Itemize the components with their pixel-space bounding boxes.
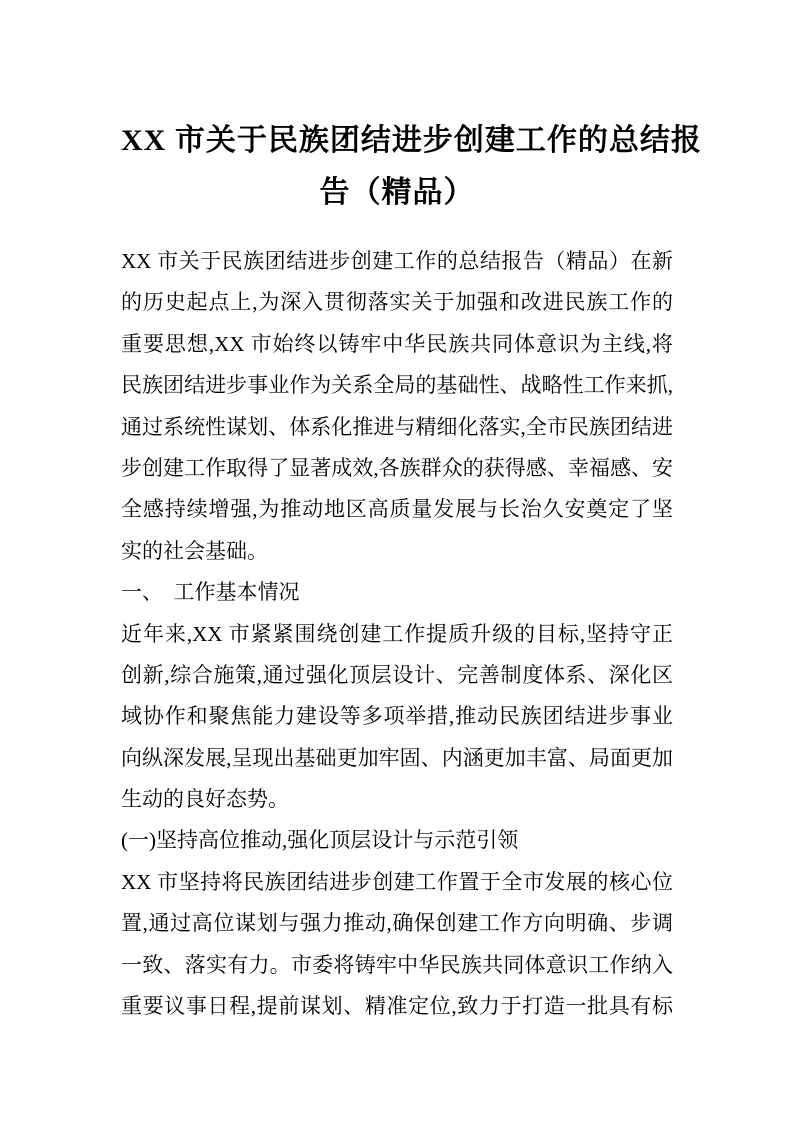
text-line: 向纵深发展,呈现出基础更加牢固、内涵更加丰富、局面更加: [121, 745, 673, 770]
body-paragraph: [121, 862, 673, 1028]
text-line: 域协作和聚焦能力建设等多项举措,推动民族团结进步事业: [121, 704, 673, 729]
document-title: [121, 115, 702, 219]
text-line: 生动的良好态势。: [121, 787, 289, 812]
section-heading: [121, 572, 673, 613]
document-title-line: XX 市关于民族团结进步创建工作的总结报: [121, 124, 702, 157]
text-line: XX 市坚持将民族团结进步创建工作置于全市发展的核心位: [121, 869, 673, 894]
text-line: 近年来,XX 市紧紧围绕创建工作提质升级的目标,坚持守正: [121, 621, 673, 646]
text-line: 一致、落实有力。市委将铸牢中华民族共同体意识工作纳入: [121, 952, 673, 977]
text-line: 的历史起点上,为深入贯彻落实关于加强和改进民族工作的: [121, 290, 673, 315]
body-paragraph: [121, 614, 673, 821]
text-line: (一)坚持高位推动,强化顶层设计与示范引领: [121, 828, 519, 853]
text-line: 步创建工作取得了显著成效,各族群众的获得感、幸福感、安: [121, 455, 673, 480]
text-line: 通过系统性谋划、体系化推进与精细化落实,全市民族团结进: [121, 414, 673, 439]
document-body: [121, 241, 673, 1027]
text-line: 全感持续增强,为推动地区高质量发展与长治久安奠定了坚: [121, 497, 673, 522]
text-line: 民族团结进步事业作为关系全局的基础性、战略性工作来抓,: [121, 373, 673, 398]
document-title-line: 告（精品）: [319, 176, 475, 209]
text-line: 创新,综合施策,通过强化顶层设计、完善制度体系、深化区: [121, 662, 673, 687]
body-paragraph: [121, 241, 673, 572]
text-line: 重要思想,XX 市始终以铸牢中华民族共同体意识为主线,将: [121, 331, 673, 356]
text-line: 重要议事日程,提前谋划、精准定位,致力于打造一批具有标: [121, 994, 673, 1019]
text-line: 一、 工作基本情况: [121, 580, 300, 605]
text-line: 置,通过高位谋划与强力推动,确保创建工作方向明确、步调: [121, 911, 673, 936]
section-heading: [121, 820, 673, 861]
text-line: 实的社会基础。: [121, 538, 268, 563]
text-line: XX 市关于民族团结进步创建工作的总结报告（精品）在新: [121, 249, 673, 273]
